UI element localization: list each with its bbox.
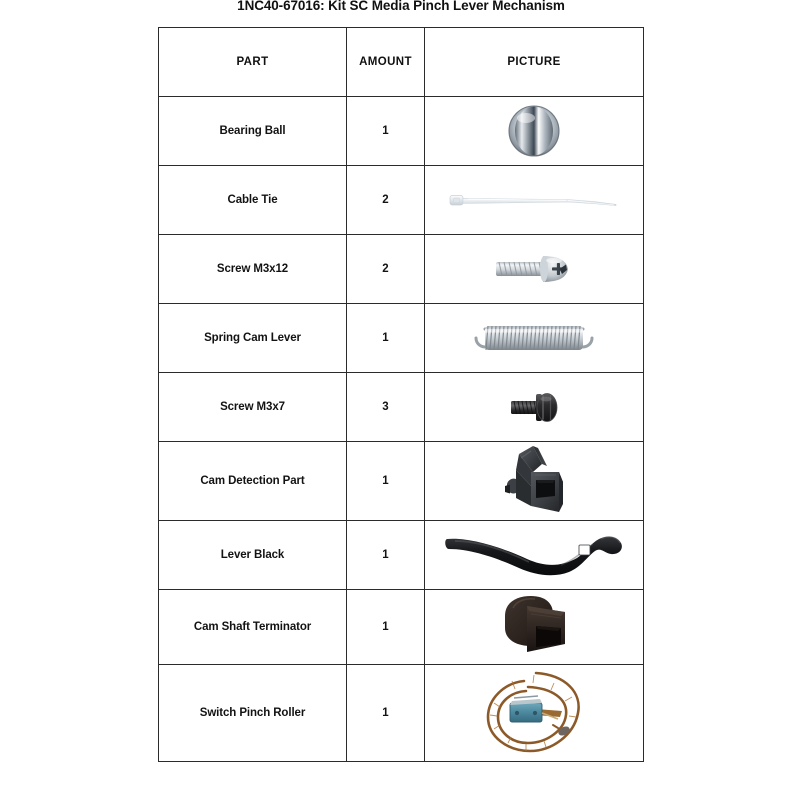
part-name-cell: Cable Tie [159, 166, 347, 235]
picture-cell [425, 304, 644, 373]
column-header-amount: AMOUNT [347, 28, 425, 97]
table-row [159, 665, 644, 762]
amount-cell: 1 [347, 97, 425, 166]
picture-cell [425, 235, 644, 304]
lever-black-image [441, 527, 627, 583]
table-row [159, 442, 644, 521]
part-name-cell: Screw M3x7 [159, 373, 347, 442]
table-row [159, 373, 644, 442]
part-name-cell: Switch Pinch Roller [159, 665, 347, 762]
spring-cam-lever-image [448, 316, 620, 360]
picture-cell [425, 665, 644, 762]
amount-cell: 2 [347, 166, 425, 235]
picture-cell [425, 97, 644, 166]
cam-shaft-terminator-image [491, 590, 577, 664]
table-row [159, 304, 644, 373]
part-name-cell: Bearing Ball [159, 97, 347, 166]
cable-tie-image [444, 183, 624, 217]
cam-detection-part-image [497, 442, 571, 520]
table-row [159, 590, 644, 665]
amount-cell: 3 [347, 373, 425, 442]
column-header-part: PART [159, 28, 347, 97]
amount-cell: 1 [347, 442, 425, 521]
picture-cell [425, 521, 644, 590]
table-row [159, 235, 644, 304]
screw-m3x7-image [503, 383, 565, 431]
part-name-cell: Cam Detection Part [159, 442, 347, 521]
table-row [159, 521, 644, 590]
table-header-row [159, 28, 644, 97]
amount-cell: 2 [347, 235, 425, 304]
part-name-cell: Screw M3x12 [159, 235, 347, 304]
screw-m3x12-image [486, 243, 582, 295]
page-title: 1NC40-67016: Kit SC Media Pinch Lever Mechanism [237, 0, 565, 13]
picture-cell [425, 373, 644, 442]
bearing-ball-image [506, 103, 562, 159]
parts-table [158, 27, 644, 762]
part-name-cell: Lever Black [159, 521, 347, 590]
amount-cell: 1 [347, 590, 425, 665]
picture-cell [425, 166, 644, 235]
switch-pinch-roller-image [474, 665, 594, 761]
table-row [159, 166, 644, 235]
part-name-cell: Spring Cam Lever [159, 304, 347, 373]
column-header-picture: PICTURE [425, 28, 644, 97]
table-row [159, 97, 644, 166]
part-name-cell: Cam Shaft Terminator [159, 590, 347, 665]
picture-cell [425, 442, 644, 521]
amount-cell: 1 [347, 665, 425, 762]
amount-cell: 1 [347, 521, 425, 590]
picture-cell [425, 590, 644, 665]
amount-cell: 1 [347, 304, 425, 373]
